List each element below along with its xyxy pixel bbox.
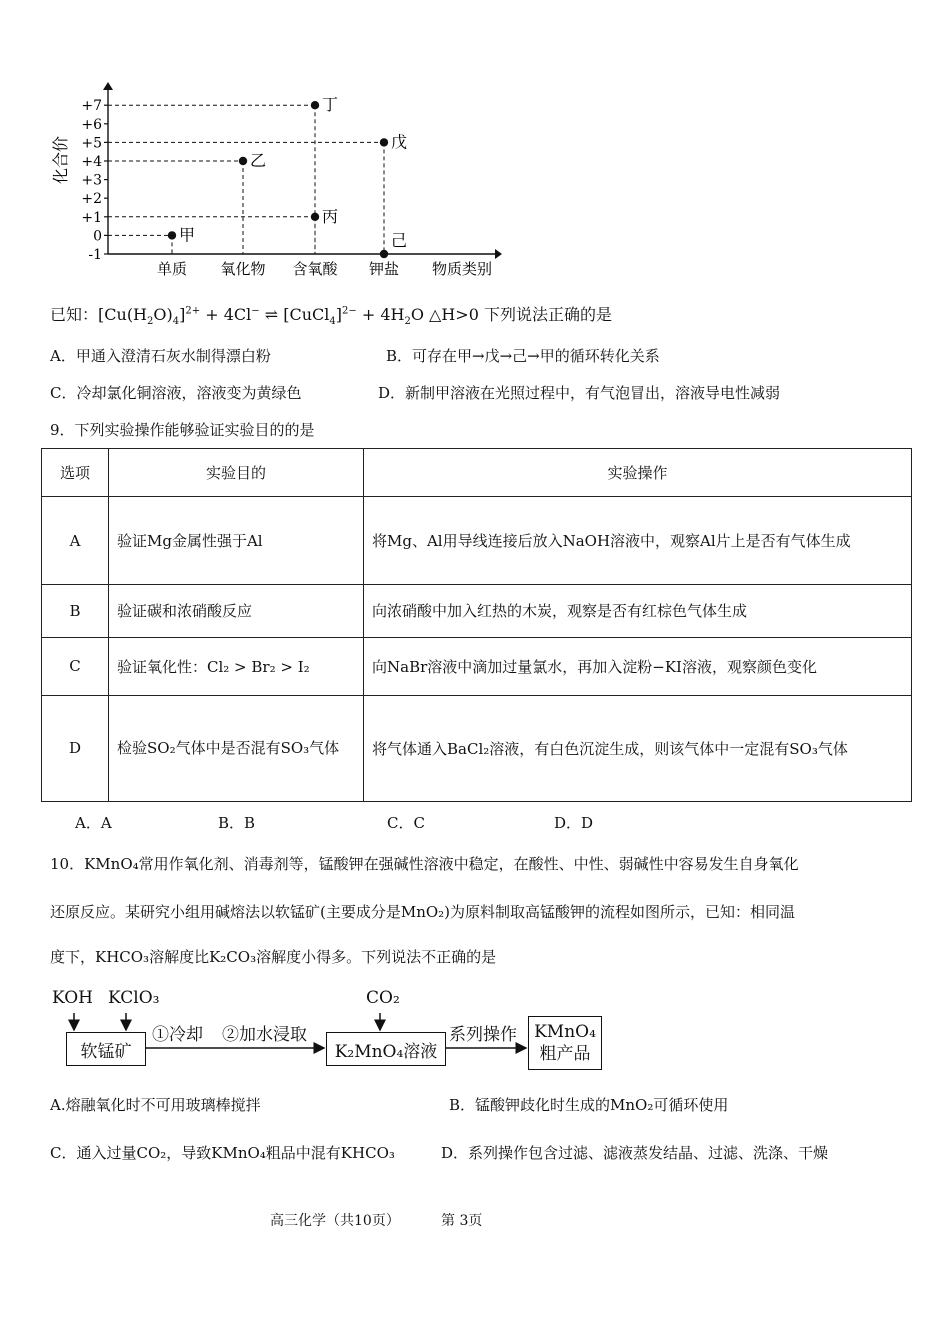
- table-cell-option: B: [42, 585, 109, 637]
- table-header-option: 选项: [42, 449, 109, 497]
- data-point: [239, 157, 247, 165]
- q10-option-d: D．系列操作包含过滤、滤液蒸发结晶、过滤、洗涤、干燥: [441, 1144, 829, 1162]
- q10-option-a: A.熔融氧化时不可用玻璃棒搅拌: [50, 1096, 261, 1114]
- data-point-label: 丁: [322, 95, 339, 115]
- x-axis-arrow: [495, 249, 502, 259]
- y-tick-label: +6: [81, 116, 102, 133]
- q9-answer-a: A．A: [75, 814, 112, 832]
- flow-input-koh: KOH: [52, 988, 94, 1008]
- valence-category-chart: [50, 78, 510, 283]
- flow-input-co2: CO₂: [366, 988, 400, 1008]
- q9-answer-d: D．D: [554, 814, 594, 832]
- q8-option-a: A．甲通入澄清石灰水制得漂白粉: [50, 347, 271, 365]
- y-tick-label: 0: [93, 228, 102, 245]
- y-tick-label: +2: [81, 191, 102, 208]
- table-row: [42, 637, 912, 695]
- flow-box-k2mno4: K₂MnO₄溶液: [326, 1032, 446, 1066]
- y-tick-label: +3: [81, 172, 102, 189]
- table-row: [42, 497, 912, 585]
- q10-stem-line1: 10．KMnO₄常用作氧化剂、消毒剂等，锰酸钾在强碱性溶液中稳定，在酸性、中性、弱碱性中容易发生自身氧化: [50, 855, 799, 873]
- flow-step-leach: ②加水浸取: [222, 1025, 307, 1045]
- footer-page-number: 第 3页: [441, 1213, 483, 1229]
- y-axis-arrow: [103, 82, 113, 90]
- q8-option-d: D．新制甲溶液在光照过程中，有气泡冒出，溶液导电性减弱: [378, 384, 781, 402]
- x-category-label: 含氧酸: [292, 260, 338, 278]
- footer-page-info: 高三化学（共10页）: [270, 1213, 400, 1229]
- q10-stem-line2: 还原反应。某研究小组用碱熔法以软锰矿(主要成分是MnO₂)为原料制取高锰酸钾的流程如图所示，已知：相同温: [50, 903, 796, 921]
- data-point: [380, 138, 388, 146]
- table-header-row: [42, 449, 912, 497]
- x-category-label: 单质: [156, 260, 188, 278]
- x-category-label: 氧化物: [220, 260, 266, 278]
- table-row: [42, 695, 912, 801]
- data-point-label: 丙: [322, 206, 339, 226]
- table-cell-option: A: [42, 497, 109, 585]
- data-point-label: 乙: [250, 151, 267, 170]
- q9-answer-b: B．B: [218, 814, 256, 832]
- q8-option-b: B．可存在甲→戊→己→甲的循环转化关系: [386, 347, 660, 365]
- data-point-label: 己: [391, 231, 408, 250]
- data-point-label: 戊: [391, 132, 408, 152]
- flow-product-label: 粗产品: [539, 1044, 591, 1064]
- x-category-label: 钾盐: [368, 260, 400, 278]
- table-cell-option: D: [42, 695, 109, 801]
- table-cell-purpose: 验证氧化性：Cl₂ > Br₂ > I₂: [109, 637, 364, 695]
- q8-known-equation: 已知：$[Cu(H_2O)_4]^{2+} + 4Cl^-$ ⇌ [CuCl$_4$]$^{2-}$ + $4H_2O$ △H>0 下列说法正确的是: [50, 305, 612, 328]
- q9-table: [41, 448, 912, 802]
- flow-box-ore: 软锰矿: [66, 1032, 146, 1066]
- q9-stem: 9．下列实验操作能够验证实验目的的是: [50, 421, 315, 439]
- flow-input-kclo3: KClO₃: [108, 988, 160, 1008]
- flow-step-cool: ①冷却: [152, 1025, 203, 1045]
- q8-option-c: C．冷却氯化铜溶液，溶液变为黄绿色: [50, 384, 302, 402]
- flow-product-formula: KMnO₄: [534, 1022, 596, 1042]
- table-cell-operation: 将Mg、Al用导线连接后放入NaOH溶液中，观察Al片上是否有气体生成: [364, 497, 912, 585]
- y-tick-label: +5: [81, 135, 102, 152]
- q9-answer-c: C．C: [387, 814, 425, 832]
- table-cell-purpose: 验证碳和浓硝酸反应: [109, 585, 364, 637]
- table-row: [42, 585, 912, 637]
- flow-step-series: 系列操作: [449, 1025, 517, 1045]
- q10-option-b: B．锰酸钾歧化时生成的MnO₂可循环使用: [449, 1096, 729, 1114]
- y-tick-label: +7: [81, 98, 102, 115]
- table-cell-option: C: [42, 637, 109, 695]
- data-point-label: 甲: [179, 225, 196, 245]
- data-point: [380, 250, 388, 258]
- y-tick-label: -1: [88, 247, 102, 263]
- flow-box-product: [528, 1016, 602, 1070]
- data-point: [311, 101, 319, 109]
- table-cell-purpose: 检验SO₂气体中是否混有SO₃气体: [109, 695, 364, 801]
- table-cell-operation: 向浓硝酸中加入红热的木炭，观察是否有红棕色气体生成: [364, 585, 912, 637]
- x-axis-label: 物质类别: [431, 260, 493, 278]
- table-cell-purpose: 验证Mg金属性强于Al: [109, 497, 364, 585]
- table-cell-operation: 向NaBr溶液中滴加过量氯水，再加入淀粉−KI溶液，观察颜色变化: [364, 637, 912, 695]
- table-cell-operation: 将气体通入BaCl₂溶液，有白色沉淀生成，则该气体中一定混有SO₃气体: [364, 695, 912, 801]
- table-header-operation: 实验操作: [364, 449, 912, 497]
- q10-stem-line3: 度下，KHCO₃溶解度比K₂CO₃溶解度小得多。下列说法不正确的是: [50, 948, 497, 966]
- data-point: [168, 231, 176, 239]
- y-tick-label: +1: [81, 209, 102, 226]
- y-tick-label: +4: [81, 154, 102, 170]
- y-axis-label: 化合价: [51, 135, 70, 185]
- q10-option-c: C．通入过量CO₂，导致KMnO₄粗品中混有KHCO₃: [50, 1144, 395, 1162]
- table-header-purpose: 实验目的: [109, 449, 364, 497]
